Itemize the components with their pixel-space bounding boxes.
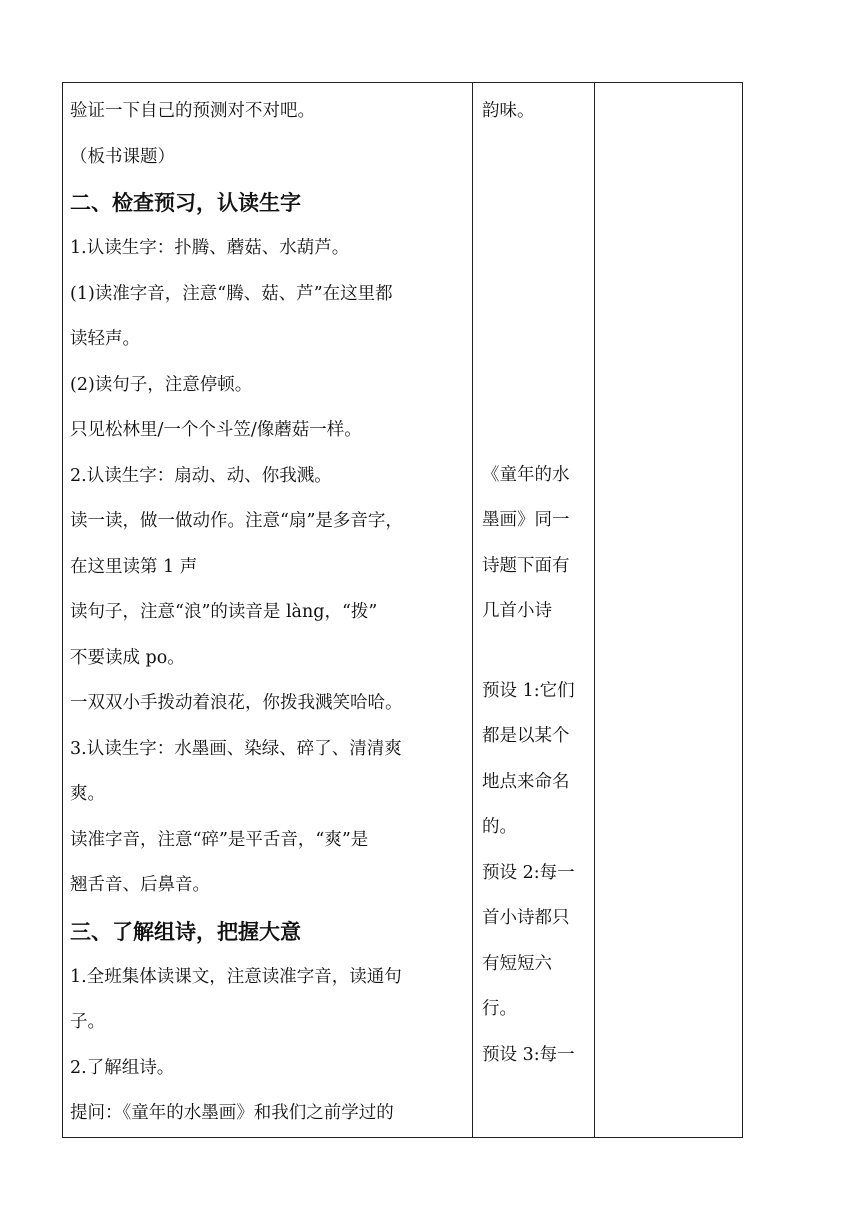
text-line: 有短短六 (482, 953, 552, 974)
teaching-process-cell (63, 83, 473, 1138)
text-line: 预设 1:它们 (482, 680, 575, 701)
text-line: (2)读句子，注意停顿。 (70, 374, 253, 395)
student-activity-text (473, 83, 594, 1078)
teaching-process-text (63, 83, 472, 1137)
text-line: 1.全班集体读课文，注意读准字音，读通句 (70, 966, 402, 987)
text-line: 验证一下自己的预测对不对吧。 (70, 101, 315, 121)
notes-cell (595, 83, 743, 1138)
text-line: 预设 2:每一 (482, 862, 575, 883)
text-line: 墨画》同一 (482, 510, 570, 530)
text-line: 读句子，注意“浪”的读音是 làng，“拨” (70, 602, 378, 622)
lesson-plan-table (62, 82, 743, 1138)
notes-text (595, 83, 742, 89)
text-line: 首小诗都只 (482, 908, 570, 928)
blank-gap (482, 135, 590, 453)
text-line: 行。 (482, 999, 517, 1019)
text-line: （板书课题） (70, 146, 175, 167)
text-line: 2.认读生字：扇动、动、你我溅。 (70, 465, 332, 486)
text-line: 《童年的水 (482, 464, 570, 485)
text-line: 诗题下面有 (482, 555, 570, 576)
text-line: 提问：《童年的水墨画》和我们之前学过的 (70, 1103, 394, 1123)
text-line: 的。 (482, 817, 517, 837)
text-line: 预设 3:每一 (482, 1044, 575, 1065)
text-line: (1)读准字音，注意“腾、菇、芦”在这里都 (70, 283, 393, 304)
text-line: 一双双小手拨动着浪花，你拨我溅笑哈哈。 (70, 693, 403, 713)
text-line: 1.认读生字：扑腾、蘑菇、水葫芦。 (70, 238, 350, 258)
text-line: 翘舌音、后鼻音。 (70, 875, 210, 895)
text-line: 地点来命名 (482, 771, 570, 792)
text-line: 都是以某个 (482, 726, 570, 746)
student-activity-cell (473, 83, 595, 1138)
table-row (63, 83, 743, 1138)
section-heading: 二、检查预习，认读生字 (70, 190, 301, 215)
text-line: 读准字音，注意“碎”是平舌音，“爽”是 (70, 829, 369, 850)
text-line: 不要读成 po。 (70, 647, 185, 668)
text-line: 3.认读生字：水墨画、染绿、碎了、清清爽 (70, 738, 402, 759)
text-line: 爽。 (70, 784, 105, 804)
text-line: 在这里读第 1 声 (70, 556, 198, 577)
text-line: 2.了解组诗。 (70, 1057, 175, 1078)
text-line: 韵味。 (482, 101, 535, 121)
text-line: 只见松林里/一个个斗笠/像蘑菇一样。 (70, 420, 362, 440)
text-line: 几首小诗 (482, 601, 552, 621)
text-line: 读一读，做一做动作。注意“扇”是多音字， (70, 511, 403, 531)
blank-gap (482, 635, 590, 669)
section-heading: 三、了解组诗，把握大意 (70, 918, 301, 944)
text-line: 读轻声。 (70, 329, 140, 349)
text-line: 子。 (70, 1012, 105, 1032)
